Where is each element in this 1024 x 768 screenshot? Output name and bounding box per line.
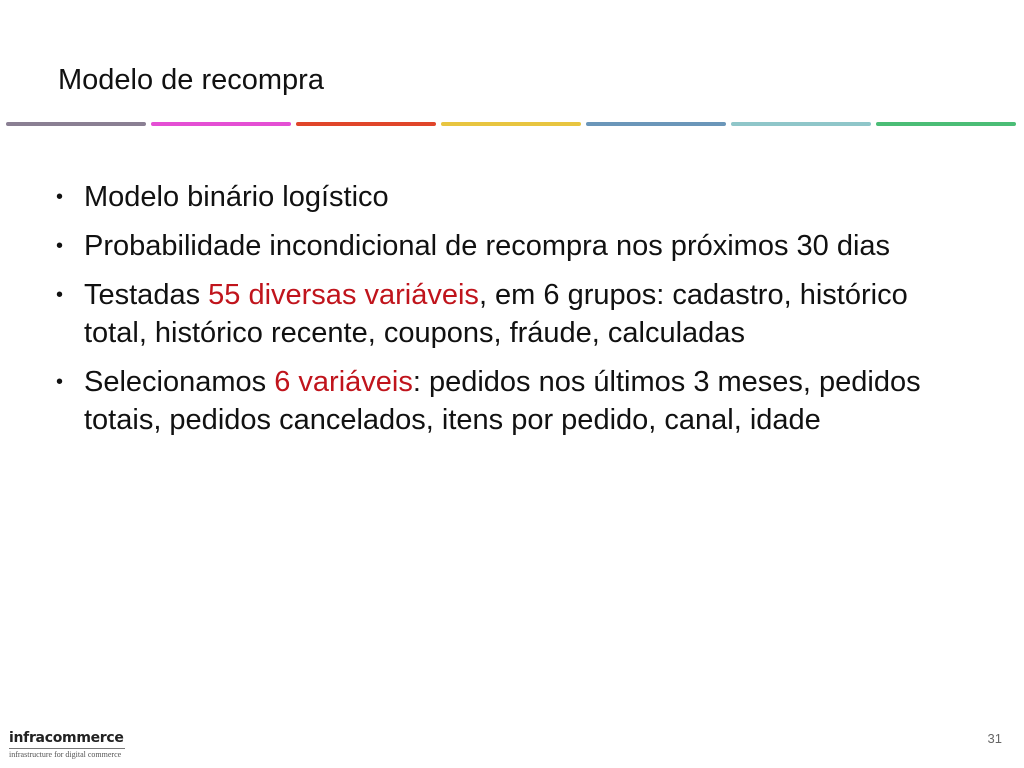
slide-title: Modelo de recompra — [58, 64, 324, 96]
bullet-item — [56, 363, 976, 439]
stripe-yellow — [441, 122, 581, 126]
bullet-highlight-text: 55 diversas variáveis — [208, 279, 479, 311]
bullet-marker: • — [56, 284, 64, 306]
logo-tagline: infrastructure for digital commerce — [9, 748, 125, 760]
stripe-magenta — [151, 122, 291, 126]
logo-wordmark: infracommerce — [9, 730, 124, 746]
bullet-text: Modelo binário logístico — [84, 181, 389, 213]
bullet-text: Testadas — [84, 279, 209, 311]
stripe-red — [296, 122, 436, 126]
stripe-teal — [731, 122, 871, 126]
infracommerce-logo — [9, 730, 125, 760]
bullet-text: , em 6 grupos: cadastro, histórico total, histórico recente, coupons, fráude, calculadas — [84, 279, 908, 349]
page-number: 31 — [987, 731, 1002, 746]
bullet-highlight-text: 6 variáveis — [274, 366, 413, 398]
bullet-item — [56, 178, 976, 216]
stripe-gray — [6, 122, 146, 126]
bullet-item — [56, 227, 976, 265]
bullet-marker: • — [56, 235, 64, 257]
bullet-text: Probabilidade incondicional de recompra nos próximos 30 dias — [84, 230, 891, 262]
stripe-blue — [586, 122, 726, 126]
color-stripe-divider — [6, 122, 1016, 126]
bullet-text: Selecionamos — [84, 366, 275, 398]
bullet-item — [56, 276, 976, 352]
bullet-list — [56, 178, 976, 450]
bullet-text: : pedidos nos últimos 3 meses, pedidos totais, pedidos cancelados, itens por pedido, canal, idade — [84, 366, 921, 436]
bullet-marker: • — [56, 371, 64, 393]
stripe-green — [876, 122, 1016, 126]
bullet-marker: • — [56, 186, 64, 208]
